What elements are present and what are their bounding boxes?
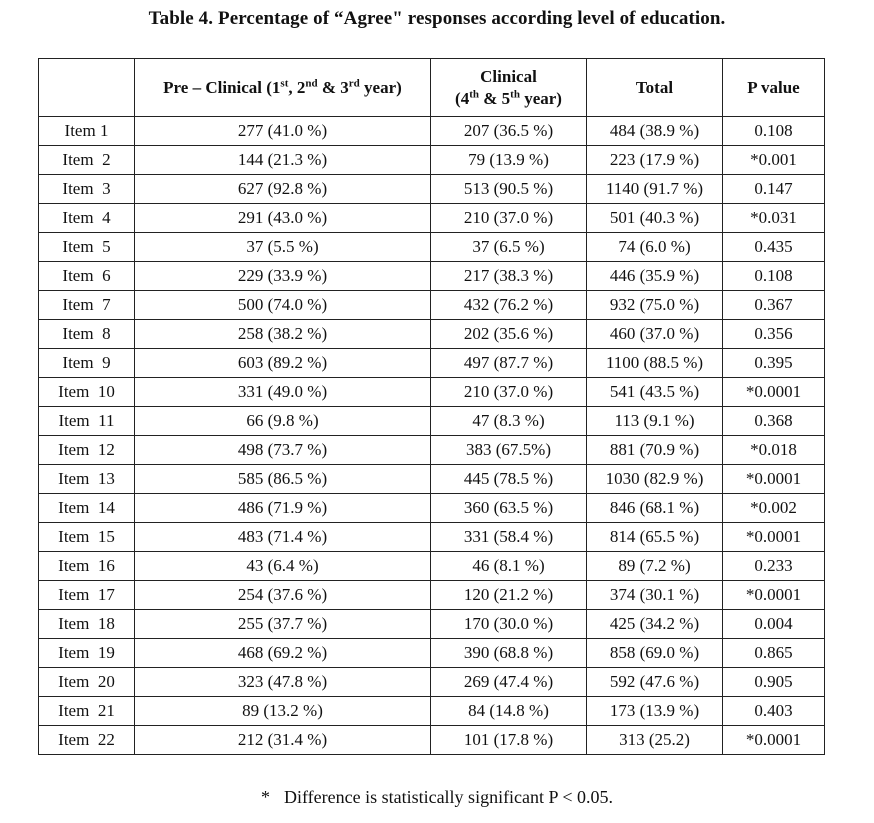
table-row xyxy=(39,146,825,175)
cell-item: Item 15 xyxy=(39,523,135,552)
cell-pre-clinical: 43 (6.4 %) xyxy=(135,552,431,581)
cell-clinical: 497 (87.7 %) xyxy=(431,349,587,378)
cell-total: 501 (40.3 %) xyxy=(587,204,723,233)
cell-total: 1100 (88.5 %) xyxy=(587,349,723,378)
cell-p-value: 0.108 xyxy=(723,262,825,291)
table-header-row xyxy=(39,59,825,117)
table-row xyxy=(39,204,825,233)
table-row xyxy=(39,349,825,378)
cell-clinical: 170 (30.0 %) xyxy=(431,610,587,639)
cell-total: 425 (34.2 %) xyxy=(587,610,723,639)
cell-total: 313 (25.2) xyxy=(587,726,723,755)
table-row xyxy=(39,291,825,320)
cell-clinical: 84 (14.8 %) xyxy=(431,697,587,726)
footnote-star: * xyxy=(260,787,270,807)
cell-total: 223 (17.9 %) xyxy=(587,146,723,175)
cell-item: Item 5 xyxy=(39,233,135,262)
cell-item: Item 12 xyxy=(39,436,135,465)
cell-total: 814 (65.5 %) xyxy=(587,523,723,552)
cell-p-value: 0.865 xyxy=(723,639,825,668)
cell-p-value: *0.001 xyxy=(723,146,825,175)
cell-clinical: 217 (38.3 %) xyxy=(431,262,587,291)
cell-clinical: 101 (17.8 %) xyxy=(431,726,587,755)
table-row xyxy=(39,726,825,755)
cell-p-value: 0.435 xyxy=(723,233,825,262)
cell-total: 881 (70.9 %) xyxy=(587,436,723,465)
cell-pre-clinical: 255 (37.7 %) xyxy=(135,610,431,639)
cell-pre-clinical: 483 (71.4 %) xyxy=(135,523,431,552)
cell-total: 1140 (91.7 %) xyxy=(587,175,723,204)
cell-clinical: 202 (35.6 %) xyxy=(431,320,587,349)
cell-p-value: *0.0001 xyxy=(723,378,825,407)
cell-item: Item 16 xyxy=(39,552,135,581)
cell-total: 460 (37.0 %) xyxy=(587,320,723,349)
cell-pre-clinical: 66 (9.8 %) xyxy=(135,407,431,436)
cell-total: 846 (68.1 %) xyxy=(587,494,723,523)
cell-p-value: 0.905 xyxy=(723,668,825,697)
cell-pre-clinical: 258 (38.2 %) xyxy=(135,320,431,349)
education-agree-table xyxy=(38,58,825,755)
cell-item: Item 17 xyxy=(39,581,135,610)
cell-item: Item 10 xyxy=(39,378,135,407)
table-row xyxy=(39,378,825,407)
cell-p-value: *0.0001 xyxy=(723,523,825,552)
cell-p-value: 0.004 xyxy=(723,610,825,639)
cell-total: 446 (35.9 %) xyxy=(587,262,723,291)
cell-clinical: 445 (78.5 %) xyxy=(431,465,587,494)
header-p-value: P value xyxy=(723,59,825,117)
cell-item: Item 8 xyxy=(39,320,135,349)
table-row xyxy=(39,581,825,610)
cell-item: Item 1 xyxy=(39,117,135,146)
table-row xyxy=(39,320,825,349)
cell-item: Item 4 xyxy=(39,204,135,233)
cell-pre-clinical: 144 (21.3 %) xyxy=(135,146,431,175)
cell-p-value: 0.395 xyxy=(723,349,825,378)
cell-total: 932 (75.0 %) xyxy=(587,291,723,320)
cell-total: 541 (43.5 %) xyxy=(587,378,723,407)
cell-total: 1030 (82.9 %) xyxy=(587,465,723,494)
cell-pre-clinical: 603 (89.2 %) xyxy=(135,349,431,378)
cell-pre-clinical: 468 (69.2 %) xyxy=(135,639,431,668)
cell-clinical: 207 (36.5 %) xyxy=(431,117,587,146)
cell-p-value: 0.147 xyxy=(723,175,825,204)
cell-p-value: 0.108 xyxy=(723,117,825,146)
cell-item: Item 2 xyxy=(39,146,135,175)
table-row xyxy=(39,552,825,581)
cell-item: Item 11 xyxy=(39,407,135,436)
cell-pre-clinical: 229 (33.9 %) xyxy=(135,262,431,291)
table-row xyxy=(39,262,825,291)
cell-pre-clinical: 291 (43.0 %) xyxy=(135,204,431,233)
table-row xyxy=(39,668,825,697)
cell-clinical: 120 (21.2 %) xyxy=(431,581,587,610)
cell-clinical: 37 (6.5 %) xyxy=(431,233,587,262)
cell-item: Item 22 xyxy=(39,726,135,755)
footnote xyxy=(0,787,874,808)
cell-p-value: 0.368 xyxy=(723,407,825,436)
cell-p-value: 0.403 xyxy=(723,697,825,726)
table-row xyxy=(39,117,825,146)
table-row xyxy=(39,407,825,436)
cell-pre-clinical: 500 (74.0 %) xyxy=(135,291,431,320)
cell-p-value: *0.018 xyxy=(723,436,825,465)
cell-clinical: 269 (47.4 %) xyxy=(431,668,587,697)
header-total: Total xyxy=(587,59,723,117)
cell-p-value: 0.367 xyxy=(723,291,825,320)
table-row xyxy=(39,436,825,465)
cell-p-value: 0.233 xyxy=(723,552,825,581)
cell-pre-clinical: 37 (5.5 %) xyxy=(135,233,431,262)
cell-pre-clinical: 331 (49.0 %) xyxy=(135,378,431,407)
cell-pre-clinical: 585 (86.5 %) xyxy=(135,465,431,494)
cell-p-value: *0.031 xyxy=(723,204,825,233)
cell-item: Item 19 xyxy=(39,639,135,668)
table-row xyxy=(39,465,825,494)
header-clinical: Clinical (4th & 5th year) xyxy=(431,59,587,117)
cell-total: 74 (6.0 %) xyxy=(587,233,723,262)
cell-clinical: 79 (13.9 %) xyxy=(431,146,587,175)
cell-total: 484 (38.9 %) xyxy=(587,117,723,146)
cell-p-value: *0.0001 xyxy=(723,726,825,755)
cell-total: 858 (69.0 %) xyxy=(587,639,723,668)
header-pre-clinical: Pre – Clinical (1st, 2nd & 3rd year) xyxy=(135,59,431,117)
table-row xyxy=(39,494,825,523)
cell-item: Item 13 xyxy=(39,465,135,494)
cell-clinical: 46 (8.1 %) xyxy=(431,552,587,581)
cell-item: Item 20 xyxy=(39,668,135,697)
cell-p-value: *0.002 xyxy=(723,494,825,523)
cell-pre-clinical: 627 (92.8 %) xyxy=(135,175,431,204)
cell-total: 592 (47.6 %) xyxy=(587,668,723,697)
cell-pre-clinical: 486 (71.9 %) xyxy=(135,494,431,523)
footnote-text: Difference is statistically significant P < 0.05. xyxy=(283,787,614,807)
table-row xyxy=(39,233,825,262)
cell-clinical: 210 (37.0 %) xyxy=(431,204,587,233)
cell-item: Item 9 xyxy=(39,349,135,378)
table-row xyxy=(39,639,825,668)
table-row xyxy=(39,697,825,726)
cell-pre-clinical: 254 (37.6 %) xyxy=(135,581,431,610)
cell-clinical: 210 (37.0 %) xyxy=(431,378,587,407)
cell-clinical: 360 (63.5 %) xyxy=(431,494,587,523)
cell-clinical: 383 (67.5%) xyxy=(431,436,587,465)
table-title: Table 4. Percentage of “Agree" responses according level of education. xyxy=(148,8,726,29)
cell-pre-clinical: 89 (13.2 %) xyxy=(135,697,431,726)
table-row xyxy=(39,175,825,204)
cell-total: 374 (30.1 %) xyxy=(587,581,723,610)
table-row xyxy=(39,610,825,639)
table-row xyxy=(39,523,825,552)
cell-item: Item 21 xyxy=(39,697,135,726)
cell-total: 173 (13.9 %) xyxy=(587,697,723,726)
cell-p-value: *0.0001 xyxy=(723,581,825,610)
cell-clinical: 390 (68.8 %) xyxy=(431,639,587,668)
cell-pre-clinical: 212 (31.4 %) xyxy=(135,726,431,755)
cell-clinical: 47 (8.3 %) xyxy=(431,407,587,436)
cell-pre-clinical: 323 (47.8 %) xyxy=(135,668,431,697)
cell-item: Item 6 xyxy=(39,262,135,291)
cell-item: Item 14 xyxy=(39,494,135,523)
cell-p-value: *0.0001 xyxy=(723,465,825,494)
cell-pre-clinical: 498 (73.7 %) xyxy=(135,436,431,465)
cell-p-value: 0.356 xyxy=(723,320,825,349)
cell-total: 89 (7.2 %) xyxy=(587,552,723,581)
cell-clinical: 432 (76.2 %) xyxy=(431,291,587,320)
cell-clinical: 513 (90.5 %) xyxy=(431,175,587,204)
cell-clinical: 331 (58.4 %) xyxy=(431,523,587,552)
cell-total: 113 (9.1 %) xyxy=(587,407,723,436)
header-item xyxy=(39,59,135,117)
cell-pre-clinical: 277 (41.0 %) xyxy=(135,117,431,146)
cell-item: Item 7 xyxy=(39,291,135,320)
cell-item: Item 3 xyxy=(39,175,135,204)
cell-item: Item 18 xyxy=(39,610,135,639)
